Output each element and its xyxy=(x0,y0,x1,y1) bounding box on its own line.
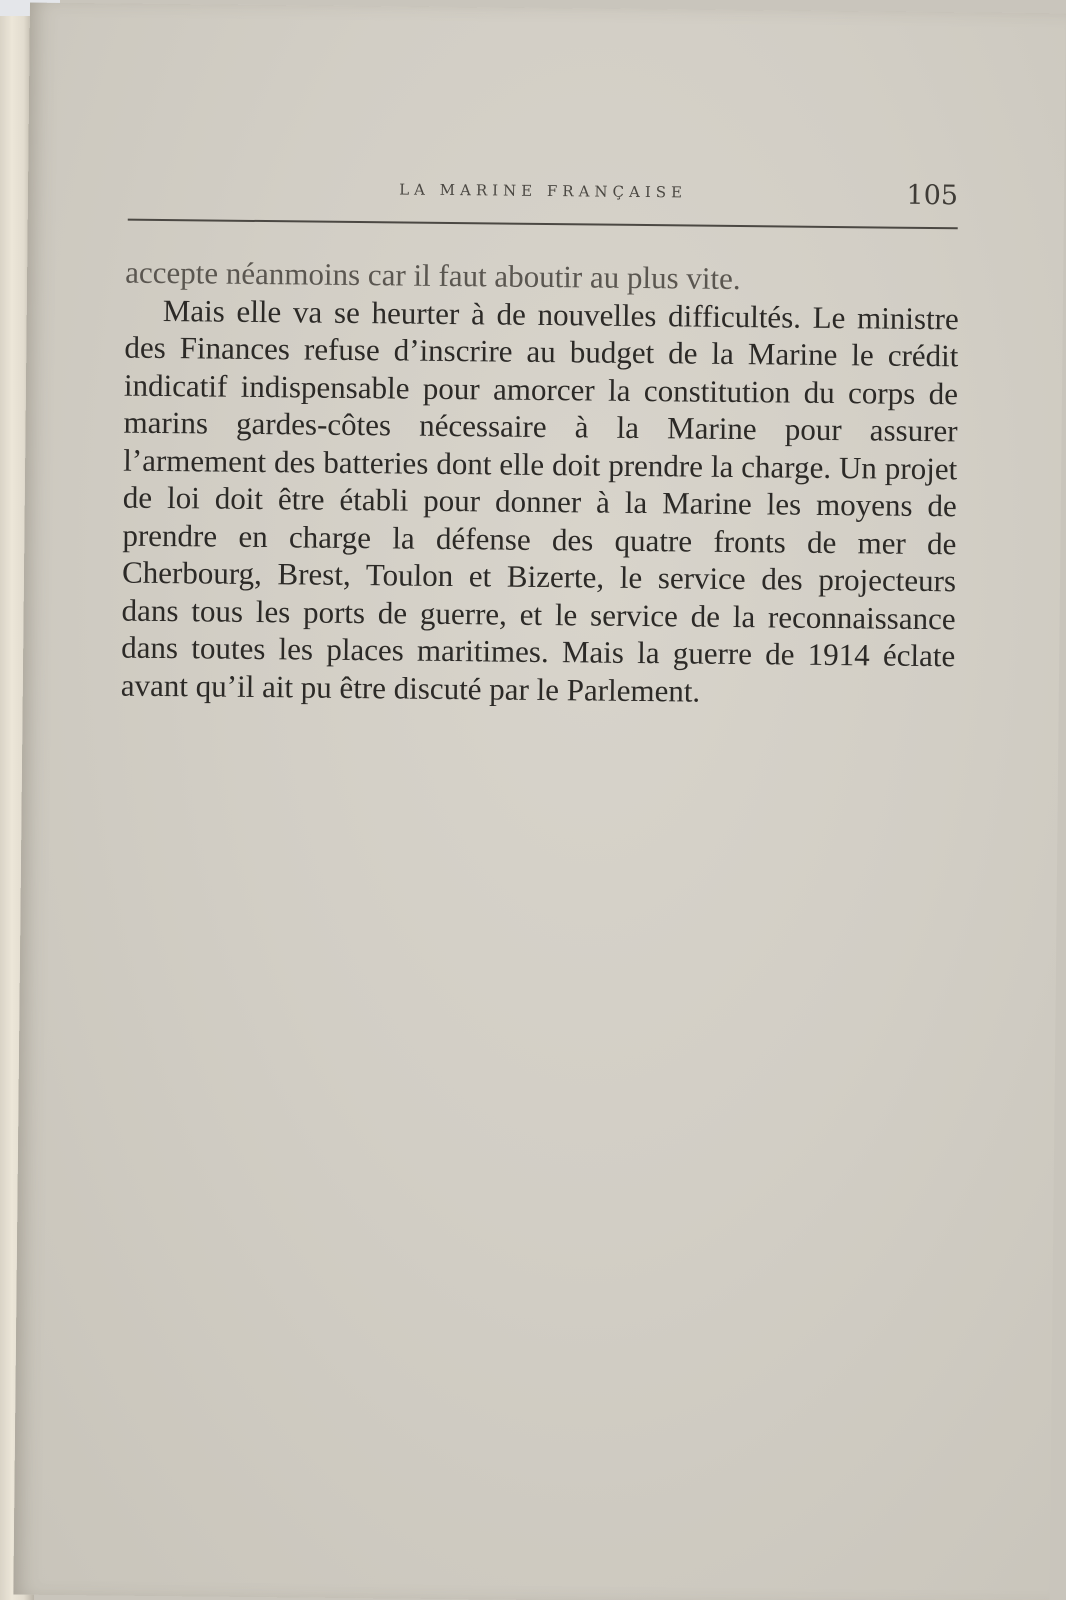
page-number: 105 xyxy=(906,179,959,212)
paragraph: Mais elle va se heurter à de nouvelles difficultés. Le ministre des Finances refuse d’inscrire au budget de la Marine le crédit indicatif indispensable pour amorcer la constitution du corps de marins gardes-côtes nécessaire à la Marine pour assurer l’armement des batteries dont elle doit prendre la charge. Un projet de loi doit être établi pour donner à la Marine les moyens de prendre en charge la défense des quatre fronts de mer de Cherbourg, Brest, Toulon et Bizerte, le service des projecteurs dans tous les ports de guerre, et le service de la reconnaissance dans toutes les places maritimes. Mais la guerre de 1914 éclate avant qu’il ait pu être discuté par le Parlement. xyxy=(120,292,959,709)
book-page xyxy=(13,3,1066,1600)
page-body xyxy=(121,254,960,713)
paragraph-continued: accepte néanmoins car il faut aboutir au plus vite. xyxy=(125,254,741,297)
header-rule xyxy=(128,219,958,230)
running-title: LA MARINE FRANÇAISE xyxy=(399,180,688,202)
page-header xyxy=(128,172,958,221)
